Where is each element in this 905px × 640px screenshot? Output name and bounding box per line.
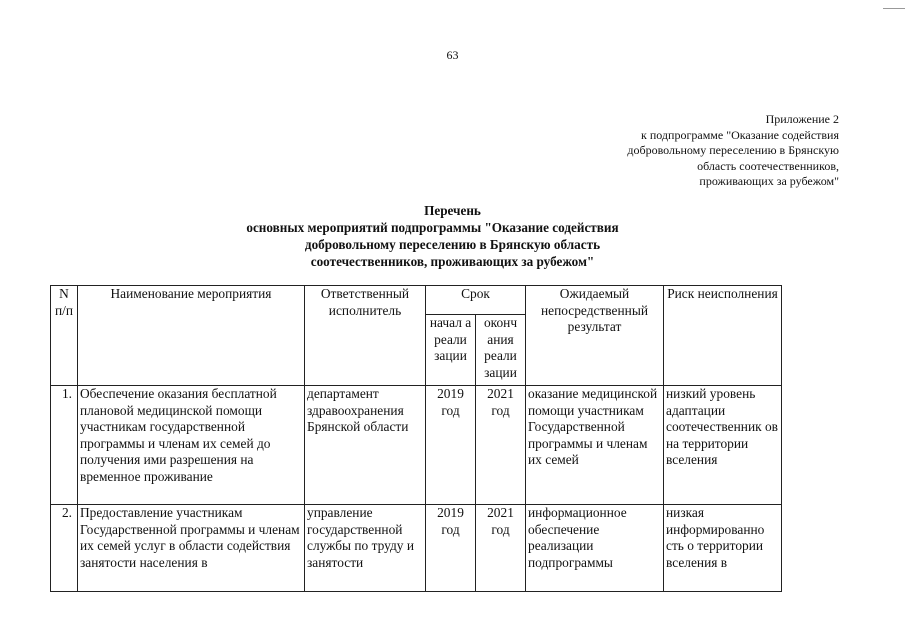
header-result: Ожидаемый непосредственный результат: [526, 286, 664, 386]
document-title: [0, 202, 905, 270]
measures-table: [50, 285, 782, 592]
table-row: [51, 505, 782, 592]
header-term: Срок: [426, 286, 526, 315]
cell-name: Предоставление участникам Государственной программы и членам их семей услуг в области содействия занятости населения в: [78, 505, 305, 592]
header-start: начал а реали зации: [426, 315, 476, 386]
cell-risk: низкая информированно сть о территории вселения в: [664, 505, 782, 592]
cell-num: 2.: [51, 505, 78, 592]
cell-executor: департамент здравоохранения Брянской области: [305, 386, 426, 505]
appendix-line: Приложение 2: [765, 112, 839, 126]
header-executor: Ответственный исполнитель: [305, 286, 426, 386]
cell-start: 2019 год: [426, 505, 476, 592]
header-num: N п/п: [51, 286, 78, 386]
header-end: оконч ания реали зации: [476, 315, 526, 386]
table-row: [51, 386, 782, 505]
appendix-line: к подпрограмме "Оказание содействия: [641, 127, 839, 142]
cell-executor: управление государственной службы по труду и занятости: [305, 505, 426, 592]
title-line: соотечественников, проживающих за рубежом": [310, 254, 595, 269]
table-header-row: [51, 286, 782, 315]
cell-name: Обеспечение оказания бесплатной плановой медицинской помощи участникам государственной программы и членам их семей до получения ими разрешения на временное проживание: [78, 386, 305, 505]
title-line: основных мероприятий подпрограммы "Оказание содействия: [246, 220, 619, 235]
cell-result: информационное обеспечение реализации подпрограммы: [526, 505, 664, 592]
appendix-line: добровольному переселению в Брянскую: [627, 143, 839, 157]
appendix-line: область соотечественников,: [697, 158, 839, 173]
header-risk: Риск неисполнения: [664, 286, 782, 386]
cell-start: 2019 год: [426, 386, 476, 505]
appendix-note: [627, 112, 839, 190]
title-line: добровольному переселению в Брянскую область: [304, 237, 601, 252]
scan-corner-mark: [883, 0, 905, 9]
cell-end: 2021 год: [476, 386, 526, 505]
title-line: Перечень: [424, 203, 481, 218]
page-number: 63: [446, 48, 459, 62]
cell-risk: низкий уровень адаптации соотечественник ов на территории вселения: [664, 386, 782, 505]
cell-result: оказание медицинской помощи участникам Государственной программы и членам их семей: [526, 386, 664, 505]
cell-end: 2021 год: [476, 505, 526, 592]
appendix-line: проживающих за рубежом": [699, 174, 839, 188]
header-name: Наименование мероприятия: [78, 286, 305, 386]
cell-num: 1.: [51, 386, 78, 505]
